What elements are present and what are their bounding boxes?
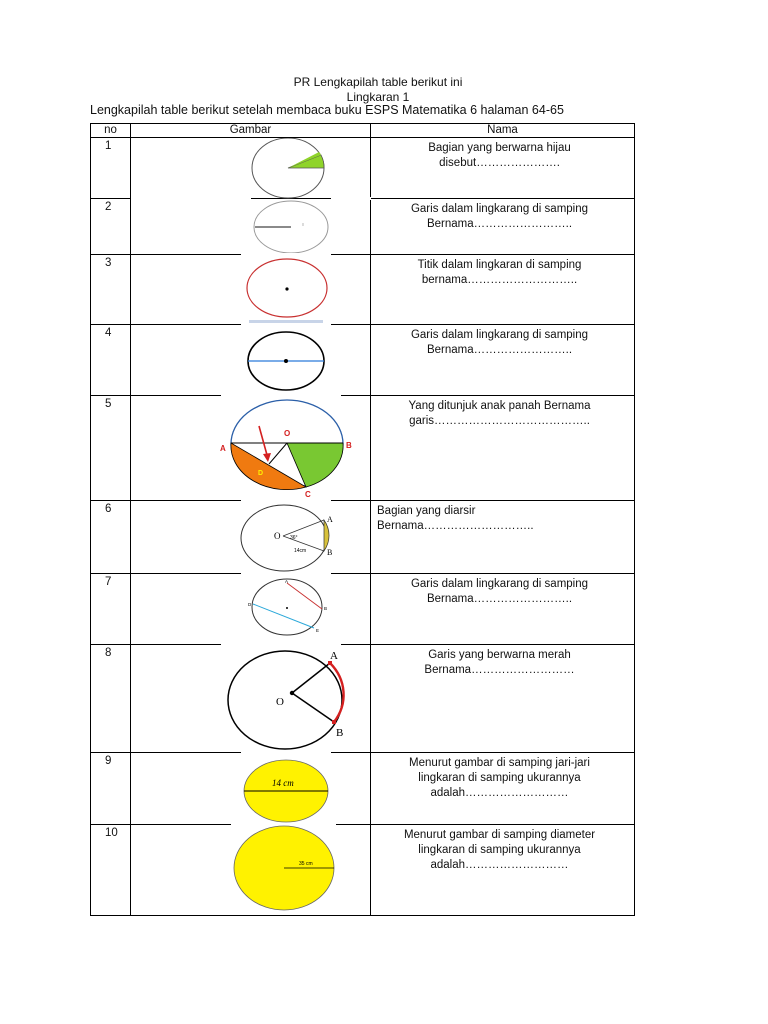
table-row (91, 325, 635, 396)
table-row (91, 574, 635, 645)
figure-cell (131, 574, 371, 645)
figure-cell (131, 753, 371, 825)
page-title: PR Lengkapilah table berikut ini (293, 75, 463, 89)
circle-arc-icon (131, 645, 371, 753)
figure-cell (131, 325, 371, 396)
table-row (91, 501, 635, 574)
figure-label-a: A (285, 579, 289, 584)
row-number: 7 (91, 574, 131, 645)
figure-label-a: A (330, 650, 338, 662)
table-row (91, 825, 635, 916)
column-header-gambar: Gambar (131, 124, 371, 138)
row-number: 9 (91, 753, 131, 825)
instruction: Lengkapilah table berikut setelah membaca buku ESPS Matematika 6 halaman 64-65 (90, 103, 564, 117)
row-question: Garis dalam lingkarang di samping Bernama…………………….. (371, 325, 635, 396)
figure-label-e: E (316, 628, 320, 633)
figure-cell (131, 501, 371, 574)
table-row (91, 255, 635, 325)
row-question: Titik dalam lingkaran di samping bernama……………………….. (371, 255, 635, 325)
figure-cell (131, 255, 371, 325)
figure-cell (131, 645, 371, 753)
table-row (91, 138, 635, 199)
table-row (91, 199, 635, 255)
circle-yellow-35cm-icon (131, 825, 371, 916)
figure-label-b: B (324, 606, 328, 611)
figure-label-d: D (248, 602, 252, 607)
row-question: Menurut gambar di samping jari-jari lingkaran di samping ukurannya adalah……………………… (371, 753, 635, 825)
figure-label-b: B (327, 548, 333, 557)
row-question: Yang ditunjuk anak panah Bernama garis………………………………….. (371, 396, 635, 501)
figure-label-o: O (274, 531, 281, 541)
row-number: 4 (91, 325, 131, 396)
row-number: 1 (91, 138, 131, 199)
page-subtitle: Lingkaran 1 (346, 90, 410, 104)
row-number: 10 (91, 825, 131, 916)
figure-label-b: B (336, 727, 344, 739)
figure-label-o: O (284, 429, 291, 438)
row-question: Garis dalam lingkarang di samping Bernama…………………….. (371, 574, 635, 645)
circle-yellow-14cm-icon (131, 753, 371, 825)
circle-radius-icon (131, 199, 371, 255)
table-header-row (91, 124, 635, 138)
circle-chord-icon (131, 574, 371, 645)
figure-label-length: 35 cm (299, 861, 313, 867)
table-row (91, 396, 635, 501)
figure-label-o: O (276, 696, 284, 708)
column-header-no: no (91, 124, 131, 138)
row-number: 6 (91, 501, 131, 574)
table-row (91, 645, 635, 753)
row-question: Bagian yang diarsir Bernama……………………….. (371, 501, 635, 574)
figure-label-d: D (258, 470, 264, 477)
row-question: Bagian yang berwarna hijau disebut…………………. (371, 138, 635, 199)
figure-label-b: B (346, 441, 352, 450)
row-question: Garis yang berwarna merah Bernama……………………… (371, 645, 635, 753)
figure-label-angle: 36° (290, 535, 298, 541)
circle-sector-green-icon (131, 138, 371, 199)
worksheet-table (90, 123, 635, 916)
figure-label-a: A (220, 444, 226, 453)
row-number: 5 (91, 396, 131, 501)
figure-label-c: C (305, 490, 311, 499)
figure-cell (131, 825, 371, 916)
figure-cell (131, 138, 371, 199)
figure-label-length: 14cm (294, 548, 307, 554)
row-question: Garis dalam lingkarang di samping Bernama…………………….. (371, 199, 635, 255)
circle-center-point-icon (131, 255, 371, 325)
figure-cell (131, 396, 371, 501)
circle-segment-icon (131, 501, 371, 574)
row-number: 3 (91, 255, 131, 325)
figure-cell (131, 199, 371, 255)
row-question: Menurut gambar di samping diameter lingkaran di samping ukurannya adalah……………………… (371, 825, 635, 916)
column-header-nama: Nama (371, 124, 635, 138)
row-number: 8 (91, 645, 131, 753)
circle-diameter-icon (131, 325, 371, 396)
table-row (91, 753, 635, 825)
figure-label-a: A (327, 515, 333, 524)
row-number: 2 (91, 199, 131, 255)
figure-label-length: 14 cm (272, 778, 294, 788)
circle-apothem-arrow-icon (131, 396, 371, 501)
